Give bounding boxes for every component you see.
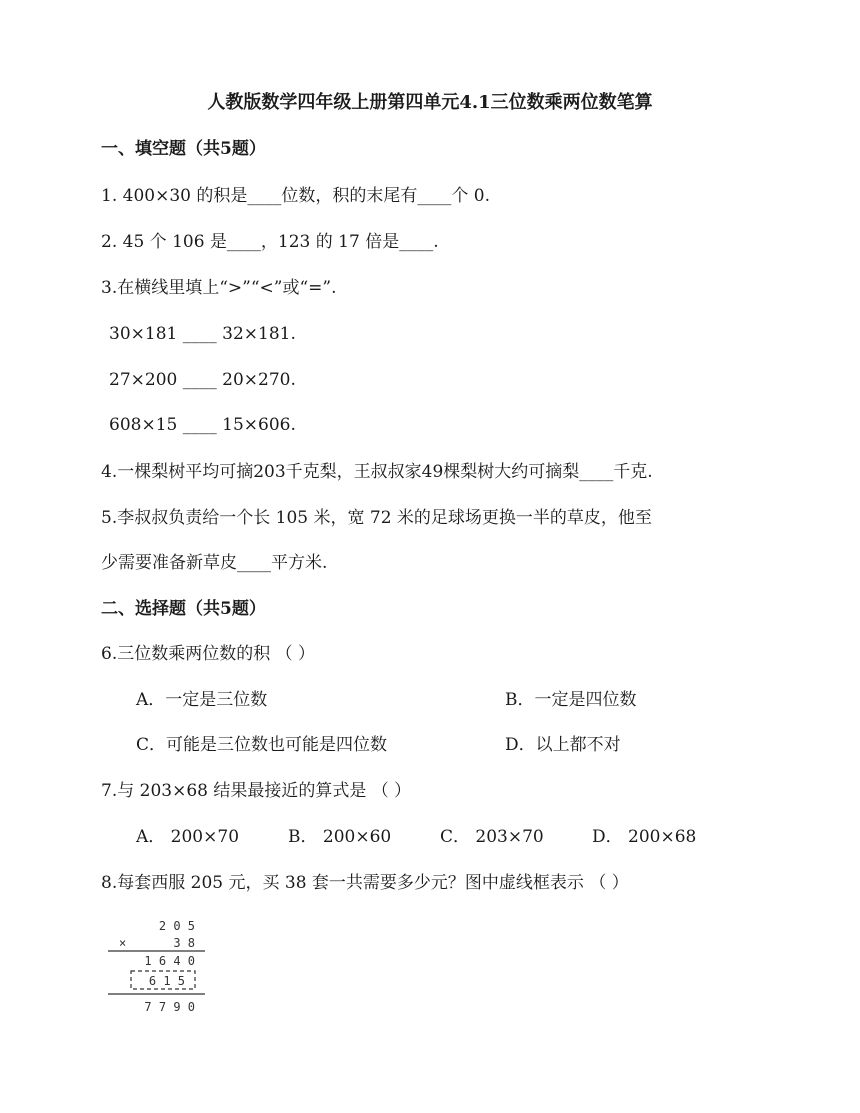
- section-heading-choice: 二、选择题（共5题）: [101, 599, 266, 619]
- q6-option-c: C．可能是三位数也可能是四位数: [136, 735, 388, 755]
- final-product: 7 7 9 0: [144, 1000, 195, 1014]
- question-2: 2. 45 个 106 是____，123 的 17 倍是____.: [101, 232, 439, 252]
- q6-option-d: D．以上都不对: [505, 735, 621, 755]
- question-6: 6.三位数乘两位数的积 （ ）: [101, 644, 316, 664]
- page-title: 人教版数学四年级上册第四单元4.1三位数乘两位数笔算: [207, 92, 653, 113]
- multiplier: 3 8: [173, 936, 195, 950]
- question-7: 7.与 203×68 结果最接近的算式是 （ ）: [101, 781, 412, 801]
- question-8: 8.每套西服 205 元，买 38 套一共需要多少元？图中虚线框表示 （ ）: [101, 873, 629, 893]
- q7-option-b: B． 200×60: [288, 827, 392, 847]
- question-3: 3.在横线里填上“>”“<”或“=”.: [101, 278, 337, 298]
- question-1: 1. 400×30 的积是____位数，积的末尾有____个 0.: [101, 186, 490, 206]
- partial-product-1: 1 6 4 0: [144, 954, 195, 968]
- question-3a: 30×181 ____ 32×181.: [109, 324, 296, 344]
- question-3c: 608×15 ____ 15×606.: [109, 415, 296, 435]
- q7-option-c: C． 203×70: [440, 827, 544, 847]
- q7-option-d: D． 200×68: [592, 827, 697, 847]
- q7-option-a: A． 200×70: [136, 827, 240, 847]
- vertical-multiplication-figure: [105, 914, 210, 1019]
- multiplicand: 2 0 5: [158, 919, 195, 933]
- question-3b: 27×200 ____ 20×270.: [109, 370, 296, 390]
- question-5-line-1: 5.李叔叔负责给一个长 105 米，宽 72 米的足球场更换一半的草皮，他至: [101, 508, 652, 528]
- question-4: 4.一棵梨树平均可摘203千克梨，王叔叔家49棵梨树大约可摘梨____千克.: [101, 462, 653, 482]
- q6-option-b: B．一定是四位数: [505, 690, 637, 710]
- partial-product-2: 6 1 5: [148, 974, 185, 988]
- section-heading-fill-blank: 一、填空题（共5题）: [101, 139, 266, 159]
- q6-option-a: A．一定是三位数: [136, 690, 268, 710]
- question-5-line-2: 少需要准备新草皮____平方米.: [101, 553, 328, 573]
- times-sign: ×: [119, 936, 127, 950]
